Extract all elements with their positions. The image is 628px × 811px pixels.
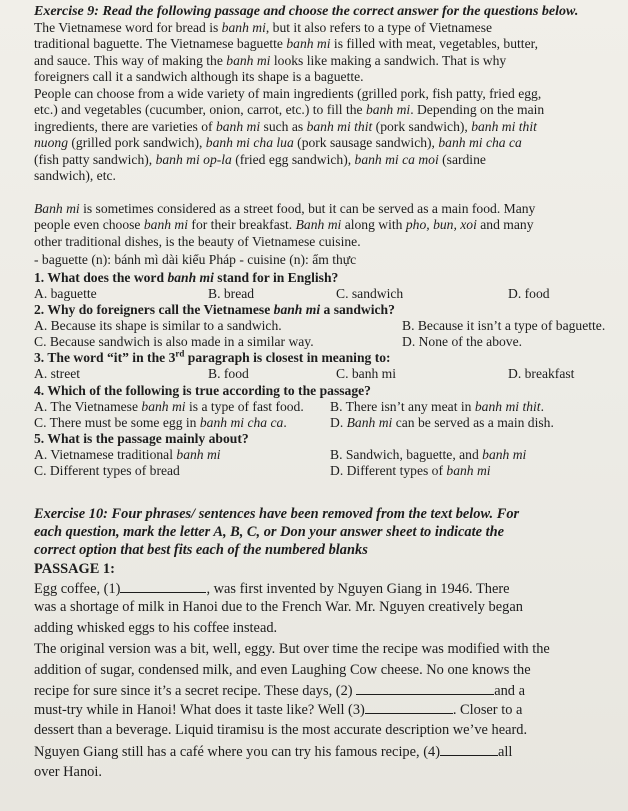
question-2-option-d[interactable]: [402, 334, 522, 350]
text-run: C. There must be some egg in: [34, 415, 200, 430]
text-run: 4. Which of the following is true according to the passage?: [34, 383, 371, 398]
question-3-option-d[interactable]: D. breakfast: [508, 366, 575, 381]
text-run: is sometimes considered as a street food, but it can be served as a main food. Many: [79, 201, 536, 216]
text-run: C. Different types of bread: [34, 463, 180, 478]
paragraph-1-line: [34, 69, 364, 85]
text-run: D.: [330, 415, 347, 430]
passage-1-line: [34, 599, 523, 615]
question-3-option-c[interactable]: C. banh mi: [336, 366, 397, 381]
text-run: for their breakfast.: [188, 217, 296, 233]
passage-1-line: [34, 580, 510, 597]
text-run: sandwich), etc.: [34, 168, 116, 183]
exercise-9-label: Exercise 9:: [34, 4, 99, 19]
text-run: 3. The word “it” in the 3: [34, 350, 176, 365]
text-run: people even choose: [34, 217, 144, 233]
text-run: .: [540, 399, 544, 414]
text-run: and a: [494, 683, 525, 699]
text-run: each question, mark the letter A, B, C, or Don your answer sheet to indicate the: [34, 524, 504, 540]
paragraph-2-line: [34, 168, 116, 184]
text-run: The Vietnamese word for bread is: [34, 20, 222, 35]
question-1-stem: [34, 270, 338, 286]
text-run: foreigners call it a sandwich although its shape is a baguette.: [34, 69, 364, 85]
text-run: (grilled pork sandwich),: [67, 135, 206, 151]
exercise-9-instruction: Read the following passage and choose the correct answer for the questions below.: [98, 4, 579, 19]
answer-blank: [356, 682, 494, 695]
exercise-10-instruction-line: [34, 506, 519, 522]
emphasis-text: banh mi thit: [306, 118, 373, 134]
question-2-option-a[interactable]: [34, 318, 282, 334]
paragraph-2-line: [34, 152, 486, 168]
emphasis-text: banh mi: [482, 447, 527, 462]
passage-1-line: [34, 764, 102, 780]
emphasis-text: nuong: [34, 135, 68, 151]
emphasis-text: banh mi: [176, 447, 221, 462]
text-run: and many: [476, 217, 534, 233]
question-2-stem: [34, 302, 395, 318]
text-run: Nguyen Giang still has a café where you can try his famous recipe, (4): [34, 744, 440, 760]
emphasis-text: banh mi cha ca: [438, 135, 522, 151]
text-run: a sandwich?: [320, 302, 395, 317]
passage-1-line: [34, 743, 512, 760]
text-run: . Depending on the main: [410, 102, 545, 118]
text-run: recipe for sure since it’s a secret recipe. These days, (2): [34, 683, 357, 699]
paragraph-3-line: [34, 234, 361, 250]
emphasis-text: banh mi: [167, 270, 214, 285]
emphasis-text: pho, bun, xoi: [405, 217, 477, 233]
paragraph-2-line: [34, 86, 541, 102]
text-run: rd: [175, 348, 185, 359]
text-run: over Hanoi.: [34, 764, 102, 780]
text-run: other traditional dishes, is the beauty of Vietnamese cuisine.: [34, 233, 361, 249]
emphasis-text: Banh mi: [34, 201, 80, 216]
text-run: The original version was a bit, well, eggy. But over time the recipe was modified with the: [34, 641, 550, 657]
paragraph-2-line: [34, 135, 522, 151]
text-run: , was first invented by Nguyen Giang in 1946. There: [206, 581, 510, 597]
paragraph-1-line: [34, 36, 538, 52]
emphasis-text: banh mi ca moi: [354, 151, 439, 167]
text-run: paragraph is closest in meaning to:: [184, 350, 391, 365]
text-run: traditional baguette. The Vietnamese baguette: [34, 36, 287, 52]
text-run: People can choose from a wide variety of main ingredients (grilled pork, fish patty, fried egg,: [34, 86, 542, 101]
passage-1-line: [34, 722, 527, 738]
text-run: dessert than a beverage. Liquid tiramisu is the most accurate description we’ve heard.: [34, 722, 528, 738]
question-2-option-c[interactable]: [34, 334, 314, 350]
passage-1-line: [34, 620, 277, 636]
text-run: such as: [260, 118, 307, 134]
paragraph-1-line: [34, 20, 492, 36]
emphasis-text: banh mi: [221, 20, 266, 35]
emphasis-text: banh mi op-la: [155, 151, 232, 167]
passage-1-line: [34, 641, 550, 657]
passage-label: PASSAGE 1:: [34, 561, 115, 577]
question-3-option-a[interactable]: A. street: [34, 366, 81, 381]
text-run: A. The Vietnamese: [34, 399, 142, 414]
text-run: .: [283, 415, 287, 430]
question-3-stem: [34, 350, 391, 366]
question-5-option-b[interactable]: [330, 447, 526, 463]
text-run: is filled with meat, vegetables, butter,: [330, 36, 538, 52]
text-run: must-try while in Hanoi! What does it taste like? Well (3): [34, 702, 365, 718]
text-run: (fried egg sandwich),: [231, 151, 355, 167]
exercise-10-instruction-line: [34, 524, 504, 540]
text-run: correct option that best fits each of the numbered blanks: [34, 542, 368, 558]
text-run: addition of sugar, condensed milk, and even Laughing Cow cheese. No one knows the: [34, 662, 531, 678]
question-2-option-b[interactable]: [402, 318, 605, 334]
text-run: Four phrases/ sentences have been removed from the text below. For: [107, 506, 520, 522]
paragraph-2-line: [34, 102, 544, 118]
question-4-option-c[interactable]: [34, 415, 287, 431]
text-run: can be served as a main dish.: [392, 415, 554, 430]
text-run: ingredients, there are varieties of: [34, 118, 216, 134]
emphasis-text: banh mi thit: [474, 399, 541, 414]
text-run: all: [498, 744, 513, 760]
text-run: Egg coffee, (1): [34, 581, 121, 597]
passage-1-line: [34, 682, 525, 699]
emphasis-text: banh mi: [226, 52, 271, 68]
text-run: adding whisked eggs to his coffee instead.: [34, 620, 278, 636]
passage-1-line: [34, 701, 522, 718]
text-run: B. There isn’t any meat in: [330, 399, 475, 414]
exercise-10-instruction-line: [34, 542, 368, 558]
emphasis-text: banh mi: [141, 399, 186, 414]
emphasis-text: Banh mi: [346, 415, 393, 430]
text-run: (fish patty sandwich),: [34, 151, 156, 167]
text-run: Exercise 10:: [34, 506, 108, 522]
text-run: and sauce. This way of making the: [34, 52, 227, 68]
text-run: A. Vietnamese traditional: [34, 447, 177, 462]
text-run: was a shortage of milk in Hanoi due to the French War. Mr. Nguyen creatively began: [34, 599, 523, 615]
text-run: along with: [341, 217, 406, 233]
text-run: 5. What is the passage mainly about?: [34, 431, 249, 446]
text-run: A. Because its shape is similar to a sandwich.: [34, 318, 282, 333]
question-4-option-a[interactable]: [34, 399, 304, 415]
text-run: B. Because it isn’t a type of baguette.: [402, 318, 606, 333]
emphasis-text: banh mi: [215, 118, 261, 134]
emphasis-text: banh mi: [143, 217, 189, 233]
text-run: B. Sandwich, baguette, and: [330, 447, 483, 462]
text-run: (pork sausage sandwich),: [293, 135, 439, 151]
exercise-9-title: [34, 4, 578, 20]
question-1-option-c[interactable]: C. sandwich: [336, 286, 404, 301]
emphasis-text: banh mi: [366, 102, 411, 118]
question-4-option-d[interactable]: [330, 415, 554, 431]
text-run: D. None of the above.: [402, 334, 523, 349]
emphasis-text: Banh mi: [295, 217, 342, 233]
question-4-option-b[interactable]: [330, 399, 544, 415]
text-run: is a type of fast food.: [185, 399, 304, 414]
paragraph-1-line: [34, 53, 506, 69]
answer-blank: [120, 580, 206, 593]
emphasis-text: banh mi cha ca: [199, 415, 284, 430]
text-run: 1. What does the word: [34, 270, 168, 285]
text-run: . Closer to a: [452, 702, 523, 718]
emphasis-text: banh mi thit: [471, 118, 537, 134]
passage-1-line: [34, 662, 531, 678]
paragraph-3-line: [34, 217, 534, 233]
text-run: (pork sandwich),: [372, 118, 472, 134]
question-4-stem: [34, 383, 371, 399]
answer-blank: [365, 701, 453, 714]
emphasis-text: banh mi: [446, 463, 491, 478]
text-run: D. Different types of: [330, 463, 447, 478]
emphasis-text: banh mi: [273, 302, 321, 317]
text-run: stand for in English?: [213, 270, 339, 285]
question-3-option-b[interactable]: B. food: [208, 366, 249, 381]
paragraph-2-line: [34, 119, 537, 135]
question-5-stem: [34, 431, 249, 447]
question-1-option-b[interactable]: B. bread: [208, 286, 255, 301]
question-1-option-d[interactable]: D. food: [508, 286, 550, 301]
text-run: 2. Why do foreigners call the Vietnamese: [34, 302, 274, 317]
emphasis-text: banh mi cha lua: [205, 135, 294, 151]
text-run: (sardine: [438, 151, 486, 167]
question-5-option-d[interactable]: [330, 463, 491, 479]
text-run: , but it also refers to a type of Vietnamese: [265, 20, 493, 35]
question-5-option-c[interactable]: [34, 463, 180, 479]
text-run: looks like making a sandwich. That is why: [270, 52, 507, 68]
answer-blank: [440, 743, 498, 756]
emphasis-text: banh mi: [286, 36, 331, 52]
text-run: etc.) and vegetables (cucumber, onion, carrot, etc.) to fill the: [34, 102, 366, 118]
question-5-option-a[interactable]: [34, 447, 221, 463]
paragraph-3-line: [34, 201, 535, 217]
question-1-option-a[interactable]: A. baguette: [34, 286, 97, 301]
text-run: C. Because sandwich is also made in a similar way.: [34, 334, 314, 349]
glossary: - baguette (n): bánh mì dài kiểu Pháp - cuisine (n): ẩm thực: [34, 252, 357, 267]
